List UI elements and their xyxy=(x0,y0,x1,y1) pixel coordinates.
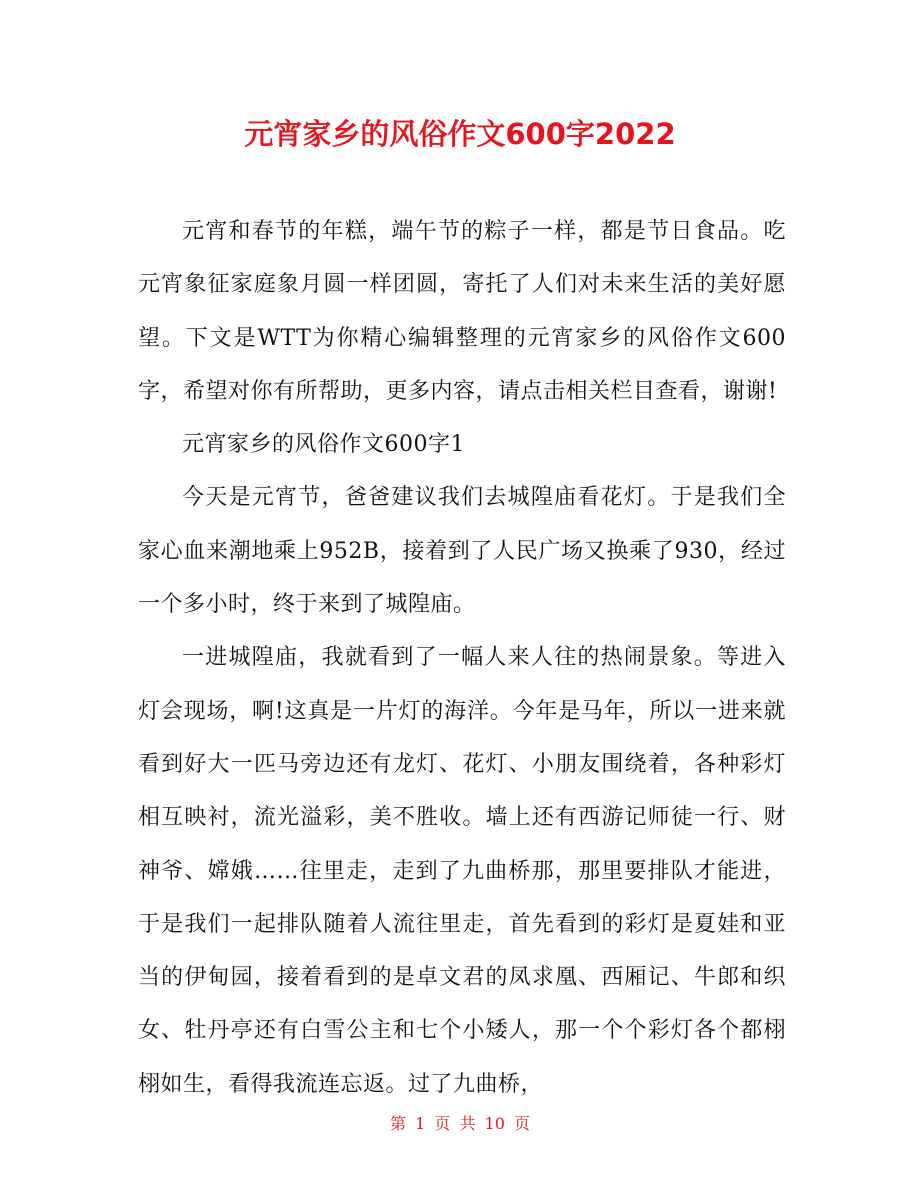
body-paragraph: 一进城隍庙，我就看到了一幅人来人往的热闹景象。等进入灯会现场，啊!这真是一片灯的海洋。今年是马年，所以一进来就看到好大一匹马旁边还有龙灯、花灯、小朋友围绕着，各种彩灯相互映衬，流光溢彩，美不胜收。墙上还有西游记师徒一行、财神爷、嫦娥……往里走，走到了九曲桥那，那里要排队才能进，于是我们一起排队随着人流往里走，首先看到的彩灯是夏娃和亚当的伊甸园，接着看到的是卓文君的凤求凰、西厢记、牛郎和织女、牡丹亭还有白雪公主和七个小矮人，那一个个彩灯各个都栩栩如生，看得我流连忘返。过了九曲桥， xyxy=(138,645,786,1097)
body-paragraph: 今天是元宵节，爸爸建议我们去城隍庙看花灯。于是我们全家心血来潮地乘上952B，接着到了人民广场又换乘了930，经过一个多小时，终于来到了城隍庙。 xyxy=(138,485,786,618)
document-body xyxy=(138,205,786,1111)
section-heading: 元宵家乡的风俗作文600字1 xyxy=(182,432,465,458)
page-title: 元宵家乡的风俗作文600字2022 xyxy=(244,117,676,151)
page-number-footer: 第 1 页 共 10 页 xyxy=(390,1114,530,1133)
intro-paragraph: 元宵和春节的年糕，端午节的粽子一样，都是节日食品。吃元宵象征家庭象月圆一样团圆，寄托了人们对未来生活的美好愿望。下文是WTT为你精心编辑整理的元宵家乡的风俗作文600字，希望对你有所帮助，更多内容，请点击相关栏目查看，谢谢! xyxy=(138,219,786,404)
